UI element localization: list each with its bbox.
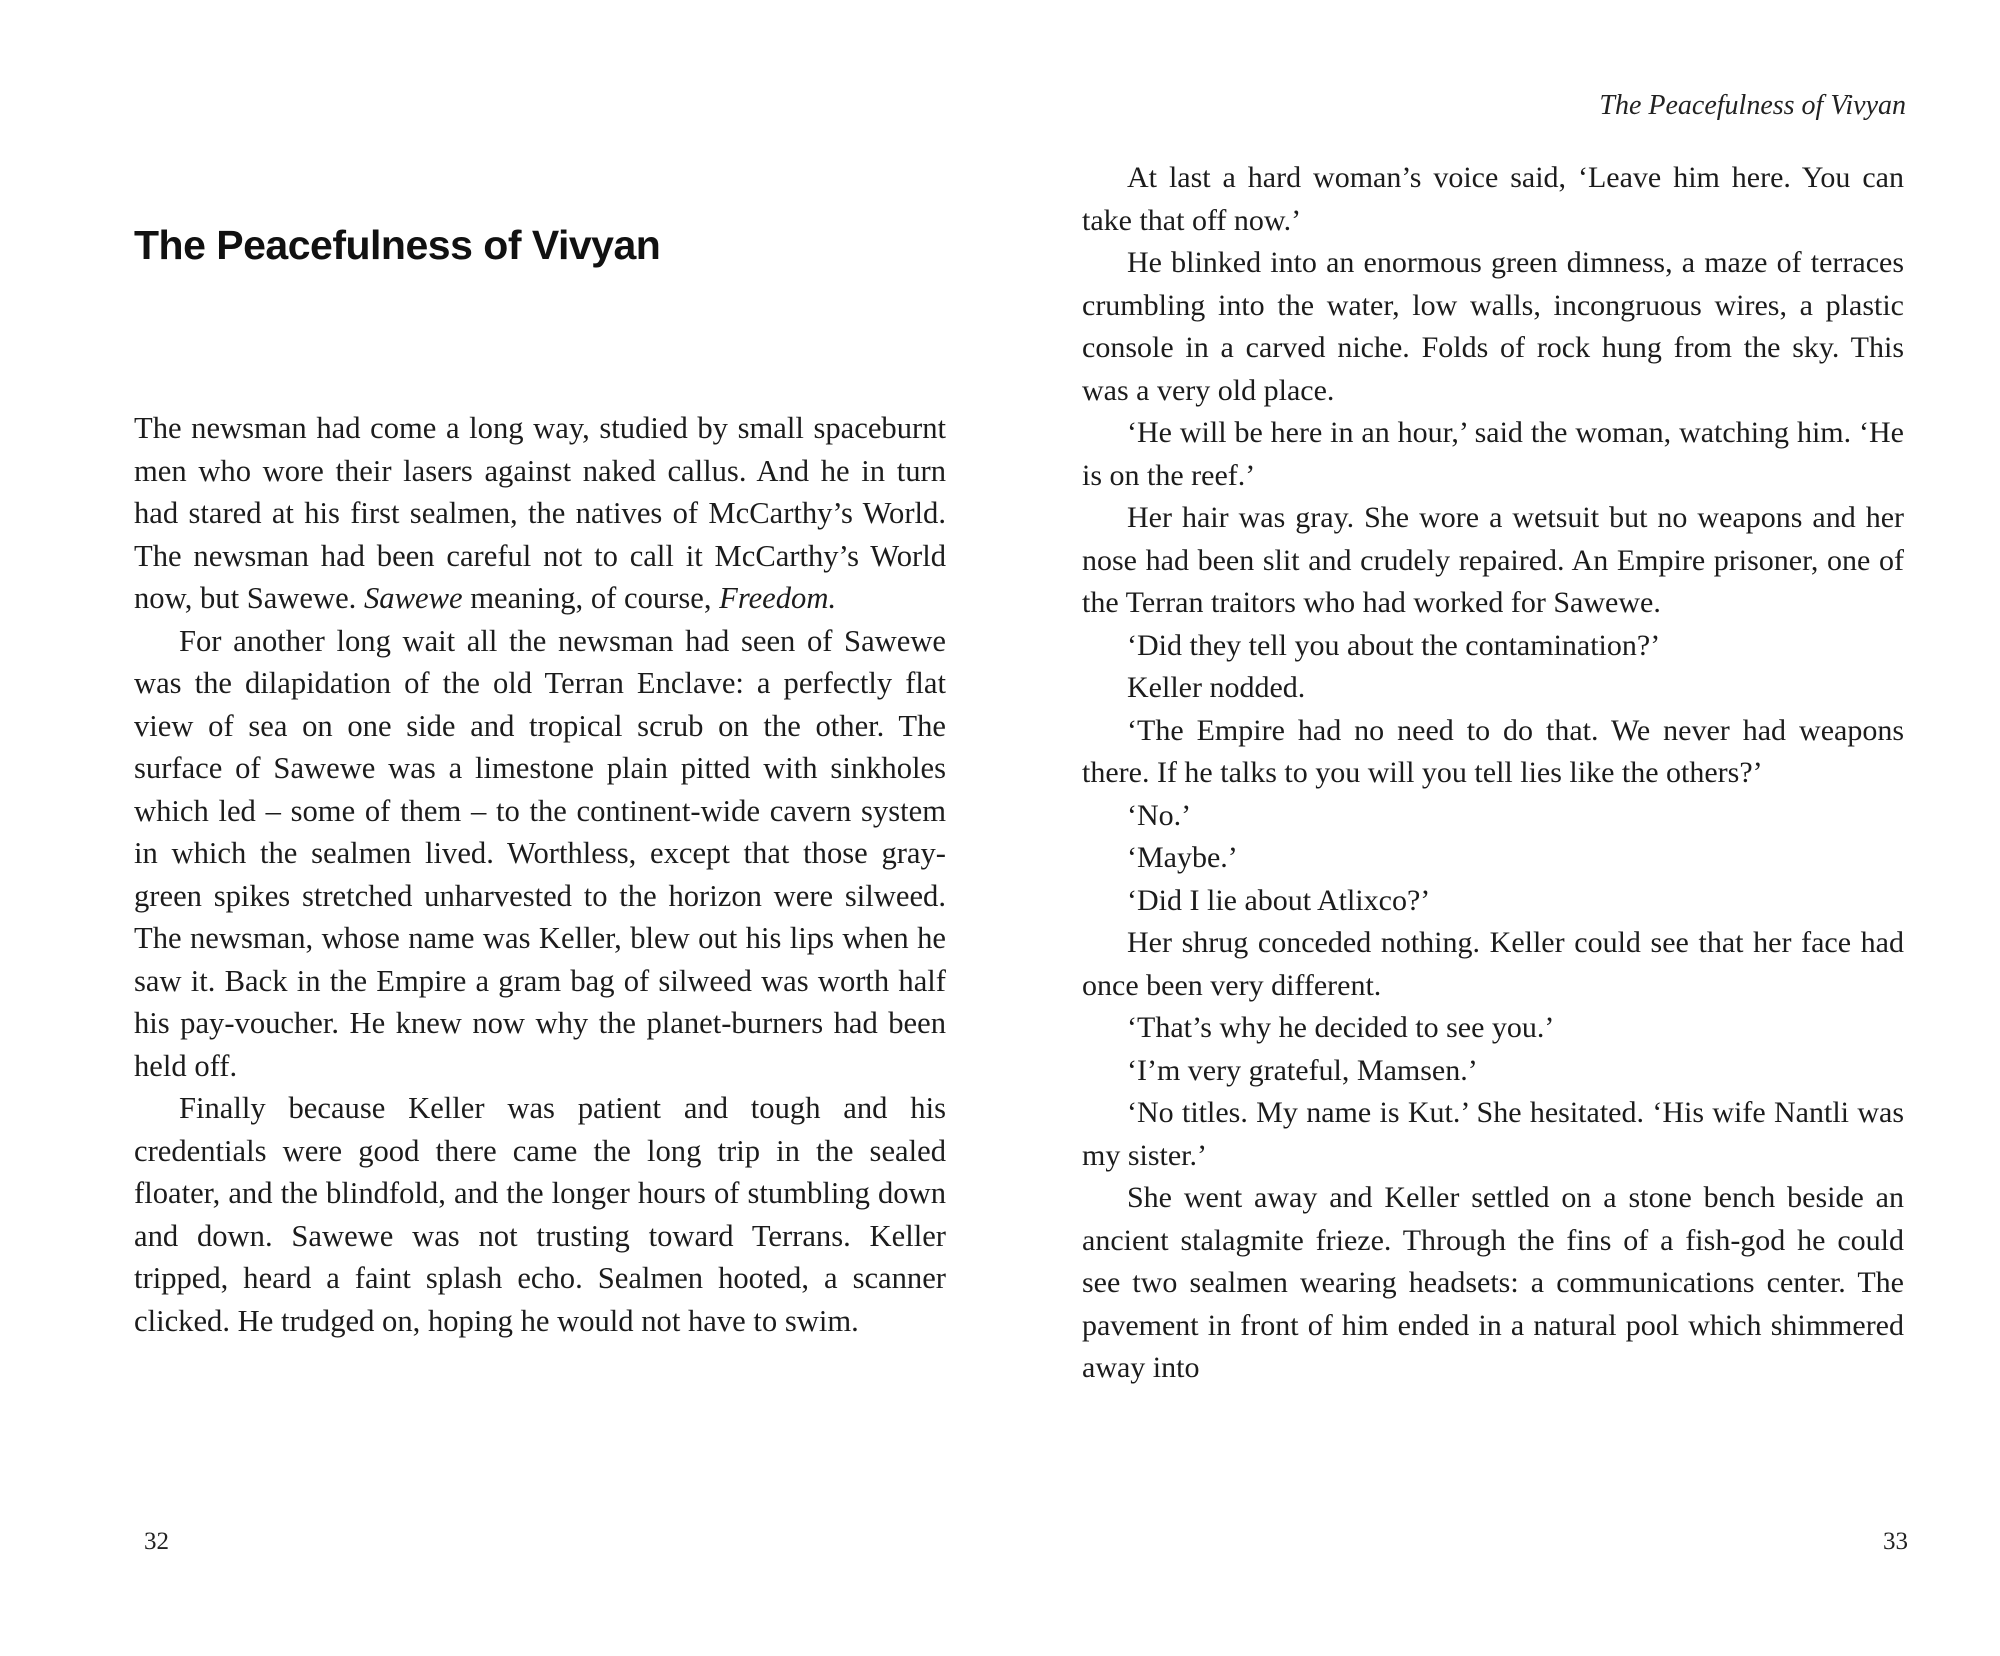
italic-text: Freedom. [719, 581, 837, 615]
paragraph: ‘He will be here in an hour,’ said the woman, watching him. ‘He is on the reef.’ [1082, 416, 1904, 492]
paragraph [134, 407, 946, 620]
paragraph: Finally because Keller was patient and tough and his credentials were good there came the long trip in the sealed floater, and the blindfold, and the longer hours of stumbling down and down. Sawewe was not trusting toward Terrans. Keller tripped, heard a faint splash echo. Sealmen hooted, a scanner clicked. He trudged on, hoping he would not have to swim. [134, 1091, 946, 1338]
paragraph: Her shrug conceded nothing. Keller could see that her face had once been very different. [1082, 926, 1904, 1002]
paragraph-text: meaning, of course, [462, 581, 720, 615]
paragraph: For another long wait all the newsman had seen of Sawewe was the dilapidation of the old Terran Enclave: a perfectly flat view of sea on one side and tropical scrub on the other. The surface of Sawewe was a limestone plain pitted with sinkholes which led – some of them – to the continent-wide cavern system in which the sealmen lived. Worthless, except that those gray-green spikes stretched unharvested to the horizon were silweed. The newsman, whose name was Keller, blew out his lips when he saw it. Back in the Empire a gram bag of silweed was worth half his pay-voucher. He knew now why the planet-burners had been held off. [134, 623, 946, 1083]
paragraph: He blinked into an enormous green dimness, a maze of terraces crumbling into the water, low walls, incongruous wires, a plastic console in a carved niche. Folds of rock hung from the sky. This was a very old place. [1082, 246, 1904, 407]
left-body-text [134, 407, 946, 1342]
paragraph: Keller nodded. [1127, 671, 1306, 704]
page-number: 32 [144, 1528, 169, 1555]
paragraph: ‘I’m very grateful, Mamsen.’ [1127, 1053, 1478, 1087]
italic-text: Sawewe [363, 581, 463, 615]
chapter-title: The Peacefulness of Vivyan [134, 222, 661, 268]
page-number: 33 [1883, 1528, 1908, 1555]
paragraph: ‘No.’ [1127, 798, 1192, 832]
paragraph: ‘That’s why he decided to see you.’ [1127, 1011, 1555, 1044]
paragraph: At last a hard woman’s voice said, ‘Leave him here. You can take that off now.’ [1082, 161, 1904, 237]
paragraph: ‘The Empire had no need to do that. We never had weapons there. If he talks to you will you tell lies like the others?’ [1082, 713, 1904, 789]
paragraph: ‘Maybe.’ [1127, 841, 1238, 874]
right-page [1000, 0, 2000, 1656]
paragraph: ‘No titles. My name is Kut.’ She hesitated. ‘His wife Nantli was my sister.’ [1082, 1096, 1904, 1172]
paragraph: ‘Did I lie about Atlixco?’ [1127, 883, 1431, 917]
paragraph-text: The newsman had come a long way, studied by small spaceburnt men who wore their lasers against naked callus. And he in turn had stared at his first sealmen, the natives of McCarthy’s World. The newsman had been careful not to call it McCarthy’s World now, but Sawewe. [134, 411, 946, 615]
right-body-text [1082, 157, 1904, 1390]
running-head: The Peacefulness of Vivyan [1599, 90, 1906, 121]
paragraph: She went away and Keller settled on a stone bench beside an ancient stalagmite frieze. Through the fins of a fish-god he could see two sealmen wearing headsets: a communications center. The pavement in front of him ended in a natural pool which shimmered away into [1082, 1181, 1904, 1384]
paragraph: Her hair was gray. She wore a wetsuit but no weapons and her nose had been slit and crudely repaired. An Empire prisoner, one of the Terran traitors who had worked for Sawewe. [1082, 501, 1904, 619]
paragraph: ‘Did they tell you about the contamination?’ [1127, 628, 1661, 662]
